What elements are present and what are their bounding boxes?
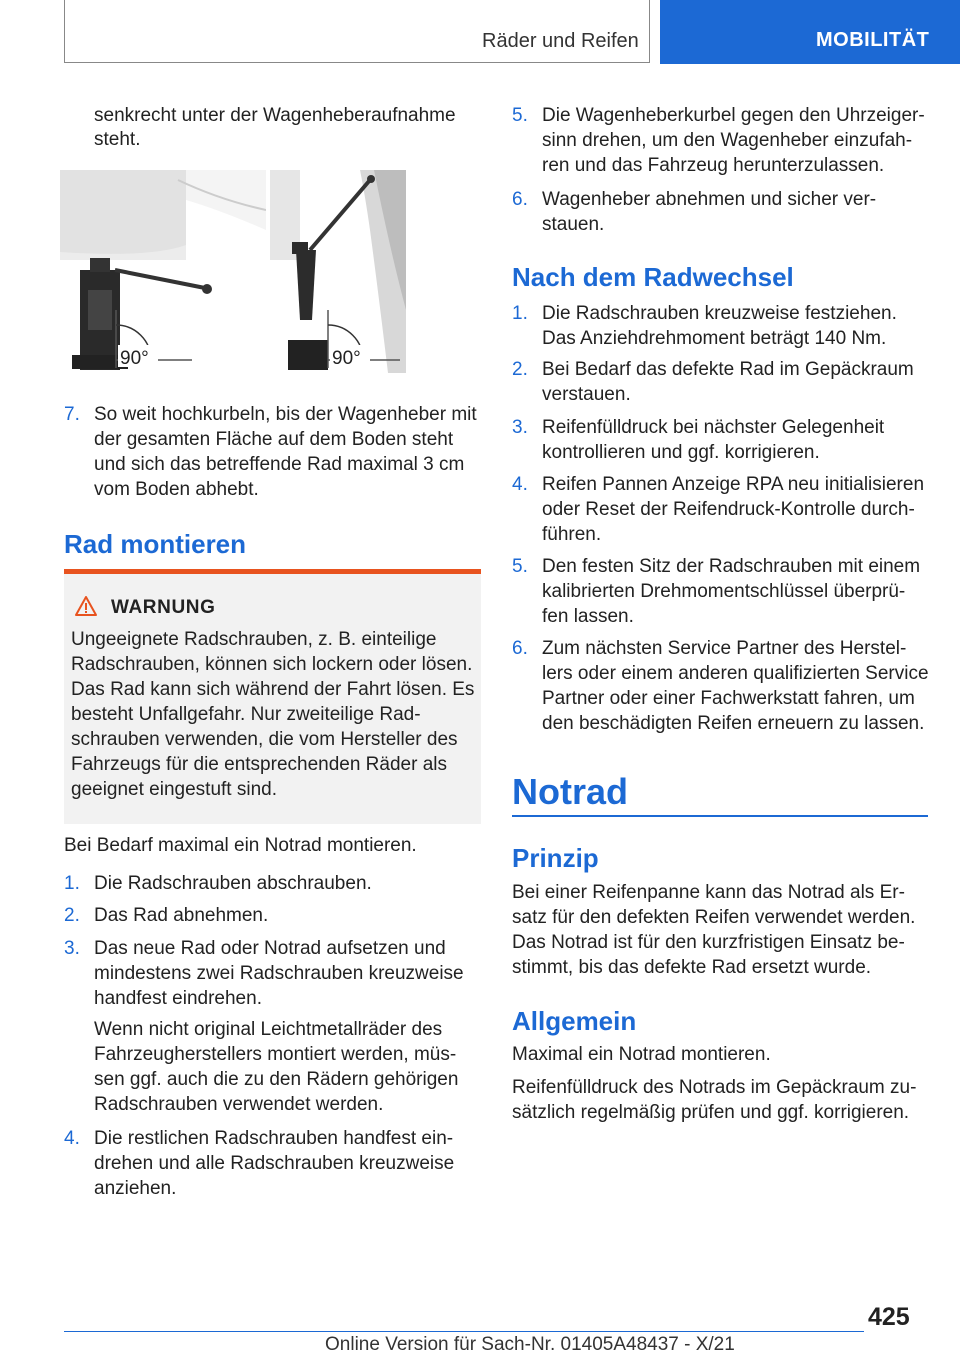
allgemein-line-2: Reifenfülldruck des Notrads im Gepäckraum zu- bbox=[512, 1077, 917, 1098]
after-step5-line-2: kalibrierten Drehmomentschlüssel überprü- bbox=[542, 581, 906, 602]
heading-rad-montieren: Rad montieren bbox=[64, 529, 247, 559]
after-step6-number: 6. bbox=[512, 638, 528, 659]
warning-line-1: Ungeeignete Radschrauben, z. B. einteilige bbox=[71, 629, 437, 650]
angle-label-left: 90° bbox=[120, 348, 149, 369]
after-step4-line-3: führen. bbox=[542, 524, 602, 545]
heading-prinzip: Prinzip bbox=[512, 843, 599, 873]
heading-allgemein: Allgemein bbox=[512, 1006, 637, 1036]
warning-line-6: Fahrzeugs für die entsprechenden Räder als bbox=[71, 754, 448, 775]
left-step3-note-line-3: sen ggf. auch die zu den Rädern gehörigen bbox=[94, 1069, 459, 1090]
left-step3-note-line-4: Radschrauben verwendet werden. bbox=[94, 1094, 384, 1115]
angle-label-right: 90° bbox=[332, 348, 361, 369]
left-step2-number: 2. bbox=[64, 905, 80, 926]
after-step2-number: 2. bbox=[512, 359, 528, 380]
left-step3-note-line-1: Wenn nicht original Leichtmetallräder des bbox=[94, 1019, 443, 1040]
after-step2-line-2: verstauen. bbox=[542, 384, 631, 405]
prinzip-line-2: satz für den defekten Reifen verwendet werden. bbox=[512, 907, 916, 928]
warning-title: WARNUNG bbox=[111, 597, 216, 618]
left-step1-line-1: Die Radschrauben abschrauben. bbox=[94, 873, 372, 894]
warning-line-3: Das Rad kann sich während der Fahrt lösen. Es bbox=[71, 679, 475, 700]
left-step4-number: 4. bbox=[64, 1128, 80, 1149]
step7-number: 7. bbox=[64, 404, 80, 425]
warning-line-7: geeignet eingestuft sind. bbox=[71, 779, 277, 800]
right-step5-number: 5. bbox=[512, 105, 528, 126]
left-step3-number: 3. bbox=[64, 938, 80, 959]
heading-nach-dem-radwechsel: Nach dem Radwechsel bbox=[512, 262, 794, 292]
after-step4-number: 4. bbox=[512, 474, 528, 495]
notrad-rule bbox=[512, 815, 928, 817]
intro-line-1: senkrecht unter der Wagenheberaufnahme bbox=[94, 105, 456, 126]
warning-line-5: schrauben verwenden, die vom Hersteller des bbox=[71, 729, 458, 750]
after-step6-line-1: Zum nächsten Service Partner des Herstel- bbox=[542, 638, 907, 659]
right-step5-line-1: Die Wagenheberkurbel gegen den Uhrzeiger- bbox=[542, 105, 925, 126]
prinzip-line-3: Das Notrad ist für den kurzfristigen Einsatz be- bbox=[512, 932, 905, 953]
prinzip-line-1: Bei einer Reifenpanne kann das Notrad als Er- bbox=[512, 882, 905, 903]
after-step4-line-2: oder Reset der Reifendruck-Kontrolle durch- bbox=[542, 499, 915, 520]
step7-line-2: der gesamten Fläche auf dem Boden steht bbox=[94, 429, 454, 450]
after-step5-line-3: fen lassen. bbox=[542, 606, 634, 627]
left-step4-line-3: anziehen. bbox=[94, 1178, 177, 1199]
prinzip-line-4: stimmt, bis das defekte Rad ersetzt wurde. bbox=[512, 957, 872, 978]
jack-figure-right bbox=[270, 170, 406, 373]
warning-triangle-icon bbox=[74, 595, 98, 617]
right-step6-line-1: Wagenheber abnehmen und sicher ver- bbox=[542, 189, 877, 210]
after-step6-line-3: Partner oder einer Fachwerkstatt fahren, um bbox=[542, 688, 915, 709]
right-step5-line-2: sinn drehen, um den Wagenheber einzufah- bbox=[542, 130, 913, 151]
allgemein-line-1: Maximal ein Notrad montieren. bbox=[512, 1044, 771, 1065]
after-step6-line-2: lers oder einem anderen qualifizierten Service bbox=[542, 663, 929, 684]
after-step5-number: 5. bbox=[512, 556, 528, 577]
warning-line-4: besteht Unfallgefahr. Nur zweiteilige Rad- bbox=[71, 704, 421, 725]
after-step2-line-1: Bei Bedarf das defekte Rad im Gepäckraum bbox=[542, 359, 914, 380]
step7-line-4: vom Boden abhebt. bbox=[94, 479, 259, 500]
after-step1-line-2: Das Anziehdrehmoment beträgt 140 Nm. bbox=[542, 328, 887, 349]
after-step3-line-2: kontrollieren und ggf. korrigieren. bbox=[542, 442, 820, 463]
footer-rule bbox=[64, 1331, 864, 1332]
left-step1-number: 1. bbox=[64, 873, 80, 894]
after-step3-line-1: Reifenfülldruck bei nächster Gelegenheit bbox=[542, 417, 885, 438]
jack-figure-left bbox=[60, 170, 266, 373]
after-step6-line-4: den beschädigten Reifen erneuern zu lassen. bbox=[542, 713, 925, 734]
after-step4-line-1: Reifen Pannen Anzeige RPA neu initialisieren bbox=[542, 474, 925, 495]
step7-line-1: So weit hochkurbeln, bis der Wagenheber mit bbox=[94, 404, 477, 425]
notrad-note: Bei Bedarf maximal ein Notrad montieren. bbox=[64, 835, 417, 856]
after-step1-number: 1. bbox=[512, 303, 528, 324]
left-step3-line-3: handfest eindrehen. bbox=[94, 988, 262, 1009]
left-step3-line-1: Das neue Rad oder Notrad aufsetzen und bbox=[94, 938, 446, 959]
after-step1-line-1: Die Radschrauben kreuzweise festziehen. bbox=[542, 303, 897, 324]
right-step6-number: 6. bbox=[512, 189, 528, 210]
warning-line-2: Radschrauben, können sich lockern oder lösen. bbox=[71, 654, 473, 675]
left-step4-line-1: Die restlichen Radschrauben handfest ein- bbox=[94, 1128, 454, 1149]
heading-notrad: Notrad bbox=[512, 771, 628, 812]
right-step5-line-3: ren und das Fahrzeug herunterzulassen. bbox=[542, 155, 885, 176]
header-chapter-label: MOBILITÄT bbox=[816, 29, 930, 51]
header-chapter-tab[interactable] bbox=[660, 0, 960, 64]
allgemein-line-3: sätzlich regelmäßig prüfen und ggf. korrigieren. bbox=[512, 1102, 910, 1123]
intro-line-2: steht. bbox=[94, 129, 141, 150]
after-step3-number: 3. bbox=[512, 417, 528, 438]
left-step4-line-2: drehen und alle Radschrauben kreuzweise bbox=[94, 1153, 455, 1174]
step7-line-3: und sich das betreffende Rad maximal 3 cm bbox=[94, 454, 465, 475]
page-number: 425 bbox=[868, 1303, 910, 1331]
after-step5-line-1: Den festen Sitz der Radschrauben mit einem bbox=[542, 556, 921, 577]
left-step3-note-line-2: Fahrzeugherstellers montiert werden, müs- bbox=[94, 1044, 457, 1065]
left-step3-line-2: mindestens zwei Radschrauben kreuzweise bbox=[94, 963, 464, 984]
right-step6-line-2: stauen. bbox=[542, 214, 605, 235]
left-step2-line-1: Das Rad abnehmen. bbox=[94, 905, 269, 926]
footer-version-text: Online Version für Sach-Nr. 01405A48437 - X/21 bbox=[325, 1334, 735, 1355]
header-section-title: Räder und Reifen bbox=[482, 30, 639, 52]
